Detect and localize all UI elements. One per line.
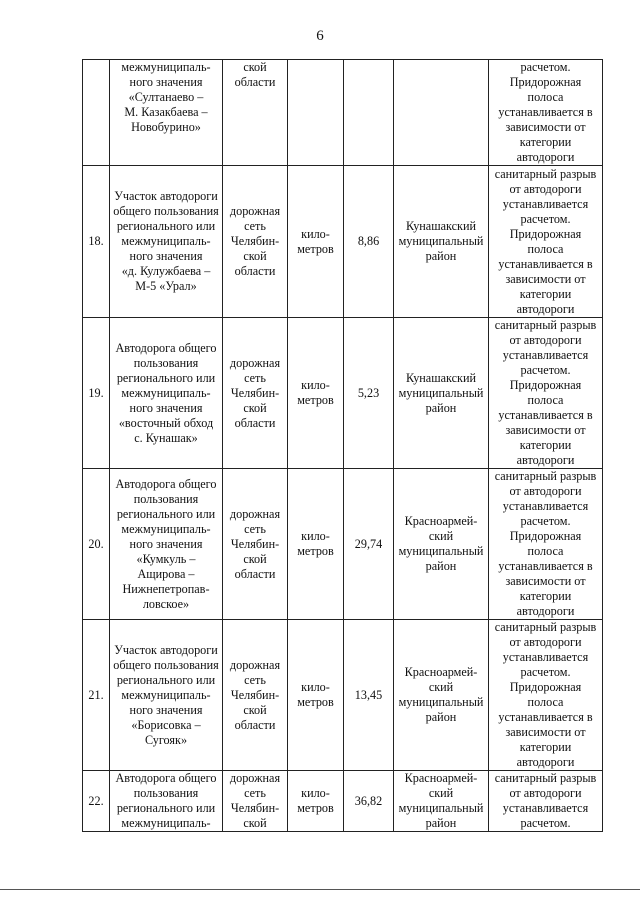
cell-num: 19. — [83, 318, 110, 469]
cell-length — [344, 60, 394, 166]
cell-note: санитарный разрыв от автодороги устанавливается расчетом. Придорожная полоса устанавливается в зависимости от категории автодороги — [489, 469, 603, 620]
cell-num: 18. — [83, 166, 110, 318]
cell-unit: кило- метров — [288, 620, 344, 771]
cell-note: санитарный разрыв от автодороги устанавливается расчетом. Придорожная полоса устанавливается в зависимости от категории автодороги — [489, 318, 603, 469]
cell-unit: кило- метров — [288, 166, 344, 318]
cell-district: Кунашакский муниципальный район — [394, 318, 489, 469]
cell-district: Кунашакский муниципальный район — [394, 166, 489, 318]
cell-unit: кило- метров — [288, 318, 344, 469]
cell-network: дорожная сеть Челябин- ской области — [223, 620, 288, 771]
cell-district: Красноармей- ский муниципальный район — [394, 469, 489, 620]
table-row — [83, 318, 603, 469]
cell-length: 13,45 — [344, 620, 394, 771]
cell-num: 20. — [83, 469, 110, 620]
cell-road-name: межмуниципаль- ного значения «Султанаево – М. Казакбаева – Новобурино» — [110, 60, 223, 166]
cell-district: Красноармей- ский муниципальный район — [394, 771, 489, 832]
table-row — [83, 771, 603, 832]
table-row — [83, 620, 603, 771]
cell-road-name: Участок автодороги общего пользования регионального или межмуниципаль- ного значения «Борисовка – Сугояк» — [110, 620, 223, 771]
cell-unit — [288, 60, 344, 166]
cell-note: санитарный разрыв от автодороги устанавливается расчетом. Придорожная полоса устанавливается в зависимости от категории автодороги — [489, 166, 603, 318]
cell-num: 22. — [83, 771, 110, 832]
page-number: 6 — [316, 28, 324, 44]
table-row-continuation — [83, 60, 603, 166]
page-bottom-rule — [0, 889, 640, 890]
cell-length: 5,23 — [344, 318, 394, 469]
cell-note: санитарный разрыв от автодороги устанавливается расчетом. Придорожная полоса устанавливается в зависимости от категории автодороги — [489, 620, 603, 771]
cell-network: дорожная сеть Челябин- ской области — [223, 166, 288, 318]
cell-network: дорожная сеть Челябин- ской области — [223, 469, 288, 620]
cell-unit: кило- метров — [288, 469, 344, 620]
cell-road-name: Автодорога общего пользования регионального или межмуниципаль- — [110, 771, 223, 832]
cell-network: дорожная сеть Челябин- ской области — [223, 318, 288, 469]
cell-road-name: Автодорога общего пользования регионального или межмуниципаль- ного значения «восточный обход с. Кунашак» — [110, 318, 223, 469]
roads-table — [82, 59, 603, 832]
cell-length: 8,86 — [344, 166, 394, 318]
cell-road-name: Участок автодороги общего пользования регионального или межмуниципаль- ного значения «д. Кулужбаева – М-5 «Урал» — [110, 166, 223, 318]
cell-road-name: Автодорога общего пользования регионального или межмуниципаль- ного значения «Кумкуль – Ащирова – Нижнепетропав- ловское» — [110, 469, 223, 620]
cell-unit: кило- метров — [288, 771, 344, 832]
cell-district: Красноармей- ский муниципальный район — [394, 620, 489, 771]
cell-network: дорожная сеть Челябин- ской — [223, 771, 288, 832]
cell-num — [83, 60, 110, 166]
cell-note: санитарный разрыв от автодороги устанавливается расчетом. — [489, 771, 603, 832]
cell-num: 21. — [83, 620, 110, 771]
cell-district — [394, 60, 489, 166]
cell-length: 29,74 — [344, 469, 394, 620]
table-row — [83, 469, 603, 620]
cell-note: расчетом. Придорожная полоса устанавливается в зависимости от категории автодороги — [489, 60, 603, 166]
table-row — [83, 166, 603, 318]
cell-length: 36,82 — [344, 771, 394, 832]
cell-network: ской области — [223, 60, 288, 166]
